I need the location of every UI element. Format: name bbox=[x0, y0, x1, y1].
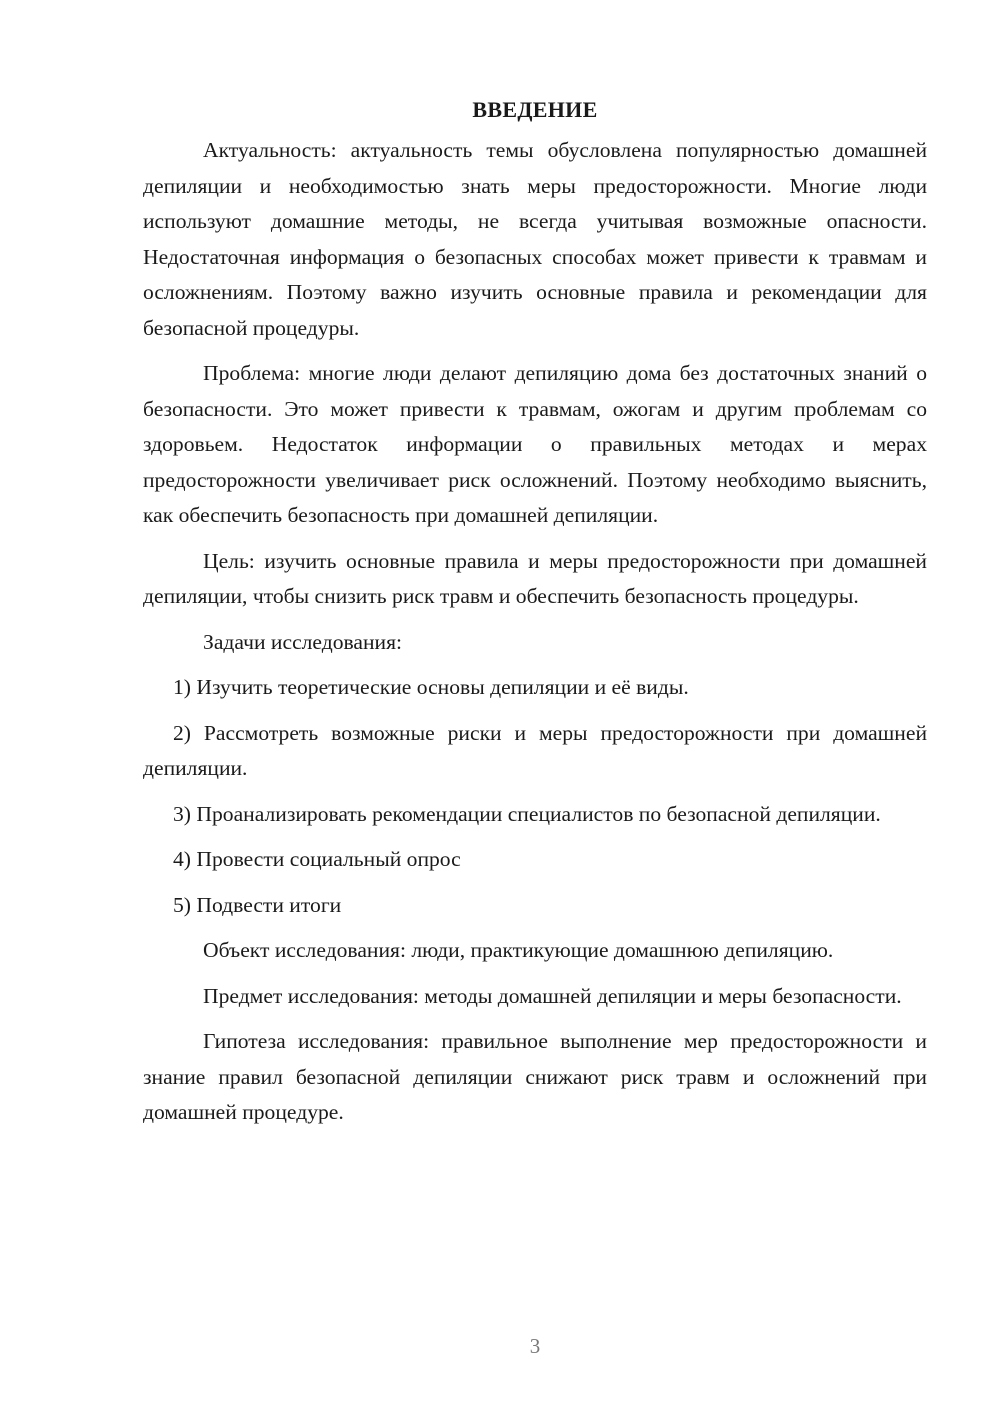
hypothesis-paragraph: Гипотеза исследования: правильное выполнение мер предосторожности и знание правил безопасной депиляции снижают риск травм и осложнений при домашней процедуре. bbox=[143, 1029, 927, 1124]
document-page bbox=[143, 92, 927, 1141]
page-number: 3 bbox=[529, 1334, 541, 1358]
tasks-heading: Задачи исследования: bbox=[203, 629, 403, 654]
page-title: ВВЕДЕНИЕ bbox=[472, 97, 598, 122]
task-item-3: 3) Проанализировать рекомендации специалистов по безопасной депиляции. bbox=[173, 801, 881, 826]
task-item-2: 2) Рассмотреть возможные риски и меры предосторожности при домашней депиляции. bbox=[143, 720, 927, 780]
problem-paragraph: Проблема: многие люди делают депиляцию дома без достаточных знаний о безопасности. Это может привести к травмам, ожогам и другим проблемам со здоровьем. Недостаток информации о правильных методах и мерах предосторожности увеличивает риск осложнений. Поэтому необходимо выяснить, как обеспечить безопасность при домашней депиляции. bbox=[143, 361, 927, 527]
task-item-4: 4) Провести социальный опрос bbox=[173, 847, 461, 871]
goal-paragraph: Цель: изучить основные правила и меры предосторожности при домашней депиляции, чтобы снизить риск травм и обеспечить безопасность процедуры. bbox=[143, 548, 927, 608]
object-paragraph: Объект исследования: люди, практикующие домашнюю депиляцию. bbox=[203, 938, 834, 962]
subject-paragraph: Предмет исследования: методы домашней депиляции и меры безопасности. bbox=[203, 983, 902, 1008]
task-item-1: 1) Изучить теоретические основы депиляции и её виды. bbox=[173, 675, 689, 699]
task-item-5: 5) Подвести итоги bbox=[173, 892, 342, 917]
relevance-paragraph: Актуальность: актуальность темы обусловлена популярностью домашней депиляции и необходимостью знать меры предосторожности. Многие люди используют домашние методы, не всегда учитывая возможные опасности. Недостаточная информация о безопасных способах может привести к травмам и осложнениям. Поэтому важно изучить основные правила и рекомендации для безопасной процедуры. bbox=[143, 138, 927, 340]
